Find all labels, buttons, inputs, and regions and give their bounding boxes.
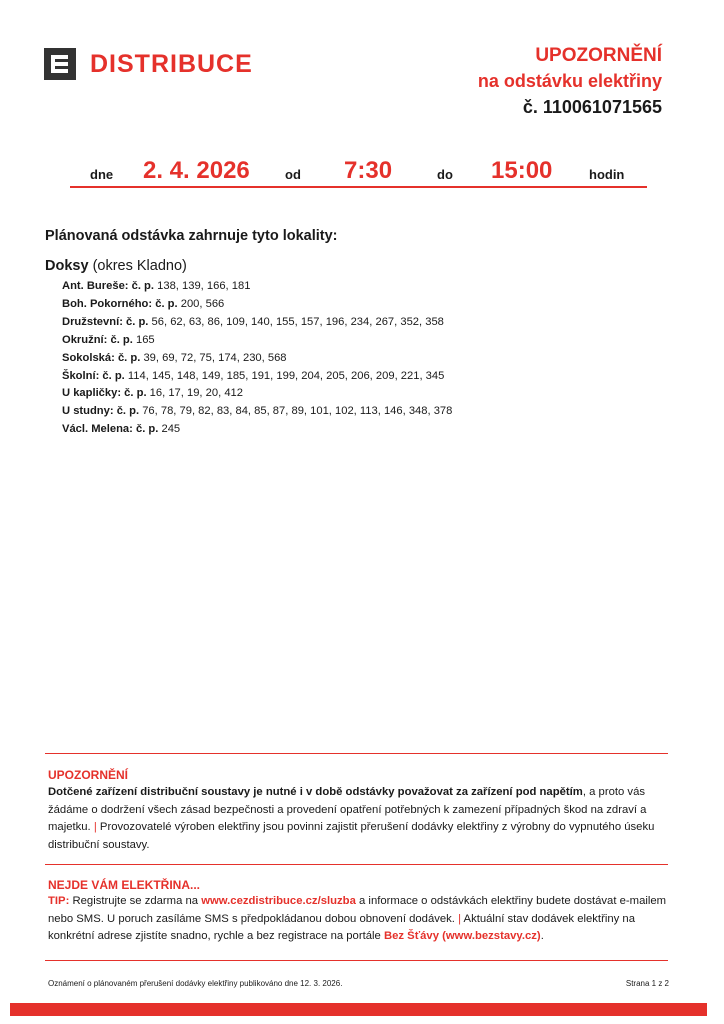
outage-date: 2. 4. 2026 (143, 157, 250, 184)
street-item: U kapličky: č. p. 16, 17, 19, 20, 412 (62, 387, 243, 400)
tip-title: NEJDE VÁM ELEKTŘINA... (48, 878, 201, 892)
street-item: Družstevní: č. p. 56, 62, 63, 86, 109, 140, 155, 157, 196, 234, 267, 352, 358 (62, 315, 444, 328)
portal-link[interactable]: (www.bezstavy.cz) (442, 930, 541, 942)
street-item: U studny: č. p. 76, 78, 79, 82, 83, 84, 85, 87, 89, 101, 102, 113, 146, 348, 378 (62, 405, 453, 418)
registration-link[interactable]: www.cezdistribuce.cz/sluzba (201, 895, 356, 907)
date-label: dne (90, 167, 114, 182)
localities-heading: Plánovaná odstávka zahrnuje tyto lokality: (45, 228, 338, 244)
street-item: Boh. Pokorného: č. p. 200, 566 (62, 297, 225, 310)
brand-name: DISTRIBUCE (90, 49, 253, 78)
time-from: 7:30 (344, 157, 393, 184)
divider (45, 960, 668, 961)
town-name: Doksy (45, 258, 89, 274)
cez-logo-icon (44, 48, 76, 80)
logo (44, 48, 253, 80)
time-to: 15:00 (491, 157, 553, 184)
warning-bold-text: Dotčené zařízení distribuční soustavy je nutné i v době odstávky považovat za zařízení pod napětím (48, 786, 583, 798)
street-item: Václ. Melena: č. p. 245 (62, 423, 181, 436)
notice-title: UPOZORNĚNÍ (535, 45, 662, 66)
street-list (62, 278, 452, 439)
hours-label: hodin (589, 167, 625, 182)
warning-title: UPOZORNĚNÍ (48, 768, 129, 782)
street-item: Okružní: č. p. 165 (62, 333, 155, 346)
to-label: do (437, 167, 453, 182)
warning-text: Dotčené zařízení distribuční soustavy je nutné i v době odstávky považovat za zařízení pod napětím, a proto vás žádáme o dodržení všech zásad bezpečnosti a provedení opatření potřebných k zamezení případných škod na zdraví a majetku. | Provozovatelé výroben elektřiny jsou povinni zajistit přerušení dodávky elektřiny z výrobny do vypnutého úseku distribuční soustavy. (48, 786, 655, 851)
notice-subtitle: na odstávku elektřiny (477, 71, 662, 91)
town-district: (okres Kladno) (92, 258, 187, 274)
tip-label: TIP: (48, 895, 70, 907)
published-note: Oznámení o plánovaném přerušení dodávky elektřiny publikováno dne 12. 3. 2026. (48, 979, 343, 988)
tip-text: TIP: Registrujte se zdarma na www.cezdistribuce.cz/sluzba a informace o odstávkách elektřiny budete dostávat e-mailem nebo SMS. U poruch zasíláme SMS s předpokládanou dobou obnovení dodávek. | Aktuální stav dodávek elektřiny na konkrétní adrese zjistíte snadno, rychle a bez registrace na portále Bez Šťávy (www.bezstavy.cz). (48, 895, 667, 942)
town-line (45, 258, 187, 274)
bottom-bar (10, 1003, 707, 1016)
street-item: Ant. Bureše: č. p. 138, 139, 166, 181 (62, 280, 251, 292)
notice-number: č. 110061071565 (522, 97, 662, 117)
page-number: Strana 1 z 2 (625, 979, 669, 988)
notice-header (478, 44, 662, 120)
outage-dateline (70, 152, 647, 188)
street-item: Školní: č. p. 114, 145, 148, 149, 185, 191, 199, 204, 205, 206, 209, 221, 345 (62, 369, 445, 382)
divider (45, 753, 668, 754)
street-item: Sokolská: č. p. 39, 69, 72, 75, 174, 230, 568 (62, 351, 287, 364)
from-label: od (285, 167, 301, 182)
divider (45, 864, 668, 865)
portal-name[interactable]: Bez Šťávy (383, 930, 439, 942)
